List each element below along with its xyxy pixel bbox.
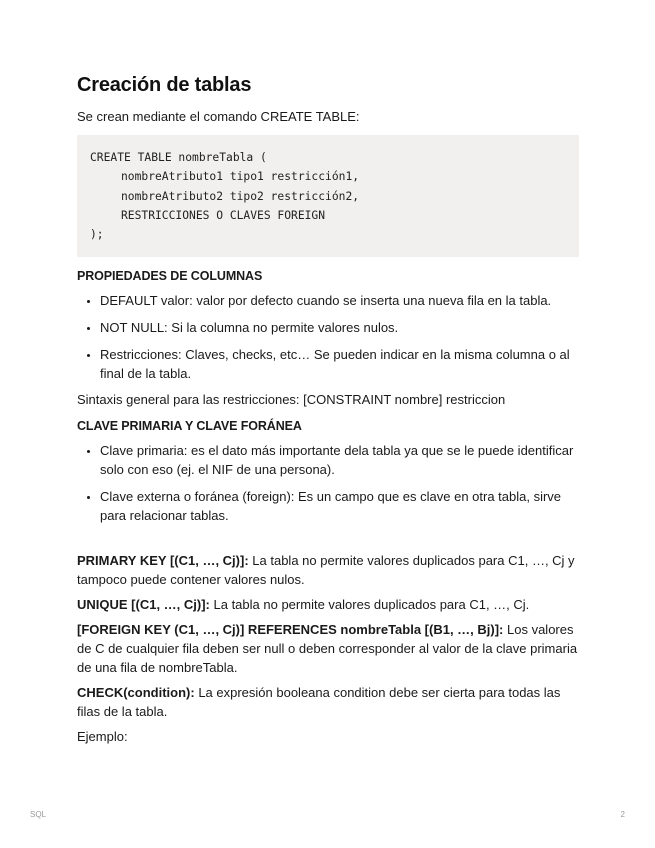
definition-foreign-key [77,620,579,677]
definition-text: La tabla no permite valores duplicados para C1, …, Cj y tampoco puede contener valores nulos. [77,553,575,588]
code-line: nombreAtributo2 tipo2 restricción2, [121,189,360,203]
section-heading-column-properties: PROPIEDADES DE COLUMNAS [77,269,263,284]
list-item: • Clave primaria: es el dato más importante dela tabla ya que se le puede identificar solo con eso (ej. el NIF de una persona). [100,441,579,479]
code-line: nombreAtributo1 tipo1 restricción1, [121,170,360,184]
example-label: Ejemplo: [77,729,128,745]
definition-check [77,683,579,721]
definition-primary-key [77,551,579,589]
column-properties-list [77,291,579,383]
definition-term: UNIQUE [(C1, …, Cj)]: [77,597,210,613]
syntax-paragraph: Sintaxis general para las restricciones: [CONSTRAINT nombre] restriccion [77,392,506,408]
code-line: ); [90,228,104,242]
definition-text: La expresión booleana condition debe ser cierta para todas las filas de la tabla. [77,685,561,720]
list-item: • Restricciones: Claves, checks, etc… Se pueden indicar en la misma columna o al final de la tabla. [100,345,579,383]
intro-paragraph: Se crean mediante el comando CREATE TABLE: [77,109,360,124]
definition-term: CHECK(condition): [77,685,195,701]
code-line: CREATE TABLE nombreTabla ( [90,151,267,164]
footer-page-number: 2 [620,810,625,819]
definition-text: Los valores de C de cualquier fila deben ser null o deben corresponder al valor de la clave primaria de una fila de nombreTabla. [77,622,578,676]
definition-term: PRIMARY KEY [(C1, …, Cj)]: [77,553,249,569]
list-item: • NOT NULL: Si la columna no permite valores nulos. [100,318,579,337]
keys-list [77,441,579,525]
list-item: • DEFAULT valor: valor por defecto cuando se inserta una nueva fila en la tabla. [100,291,579,310]
definition-text: La tabla no permite valores duplicados para C1, …, Cj. [209,597,530,613]
code-block [77,135,579,257]
document-page [77,74,579,752]
page-title: Creación de tablas [77,74,252,96]
spacer [77,533,579,551]
definition-unique [77,595,579,614]
footer-section-label: SQL [30,810,47,819]
list-item: • Clave externa o foránea (foreign): Es un campo que es clave en otra tabla, sirve para relacionar tablas. [100,487,579,525]
section-heading-keys: CLAVE PRIMARIA Y CLAVE FORÁNEA [77,419,302,434]
definition-term: [FOREIGN KEY (C1, …, Cj)] REFERENCES nombreTabla [(B1, …, Bj)]: [77,622,504,638]
code-line: RESTRICCIONES O CLAVES FOREIGN [121,208,326,222]
